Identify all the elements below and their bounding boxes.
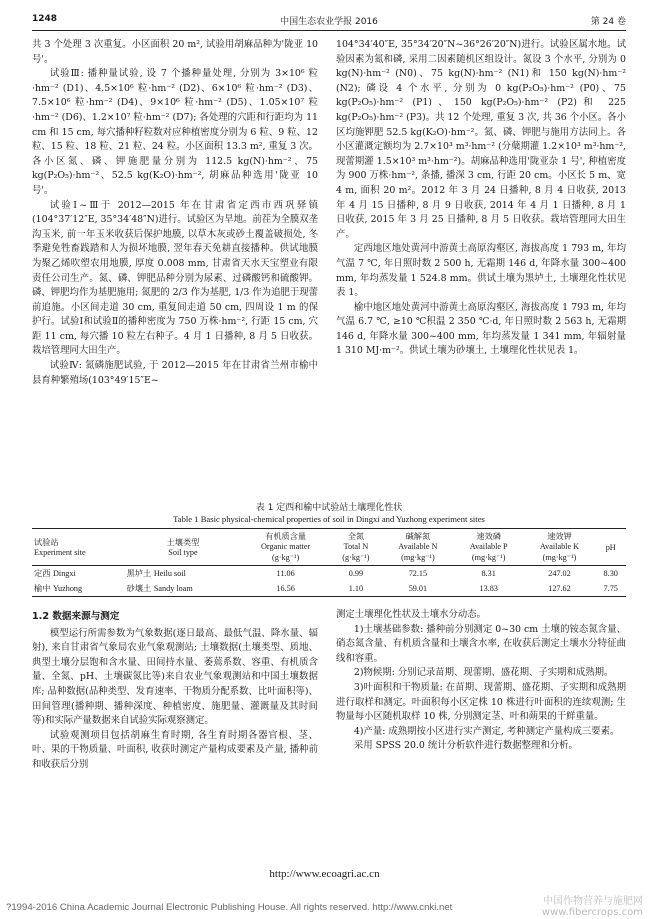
paragraph: 2)物候期: 分别记录苗期、现蕾期、盛花期、子实期和成熟期。	[353, 667, 614, 679]
paragraph: 榆中地区地处黄河中游黄土高原沟壑区, 海拔高度 1 793 m, 年均气温 6.7 ℃, ≥10 ℃积温 2 350 ℃·d, 年日照时数 2 563 h, 无霜期 146 d, 年降水量 300~400 mm, 年均蒸发量 1 341 mm, 年辐射量 1 310 MJ·m⁻²。供试土壤为砂壤土, 土壤理化性状见表 1。	[336, 301, 626, 357]
paragraph: 104°34′40″E, 35°34′20″N~36°26′20″N)进行。试验区属水地。试验因素为氮和磷, 采用二因素随机区组设计。氮设 3 个水平, 分别为 0 kg(N)·hm⁻² (N0)、75 kg(N)·hm⁻² (N1)和 150 kg(N)·hm⁻² (N2); 磷设 4 个水平, 分别为 0 kg(P₂O₅)·hm⁻² (P0)、75 kg(P₂O₅)·hm⁻² (P1)、150 kg(P₂O₅)·hm⁻² (P2)和 225 kg(P₂O₅)·hm⁻² (P3)。共 12 个处理, 重复 3 次, 共 36 个小区。各小区均施钾肥 52.5 kg(K₂O)·hm⁻²。氮、磷、钾肥与施用方法同上。各小区灌溉定额均为 2.7×10³ m³·hm⁻² (分蘖期灌 1.2×10³ m³·hm⁻², 现蕾期灌 1.5×10³ m³·hm⁻²)。胡麻品种选用'陇亚杂 1 号', 种植密度为 900 万株·hm⁻², 条播, 播深 3 cm, 行距 20 cm。小区长 5 m、宽 4 m, 面积 20 m²。2012 年 3 月 24 日播种, 8 月 4 日收获, 2013 年 4 月 15 日播种, 8 月 9 日收获, 2014 年 4 月 1 日播种, 8 月 1 日收获, 2015 年 3 月 25 日播种, 8 月 5 日收获。栽培管理同大田生产。	[336, 39, 626, 240]
cell-an: 59.01	[408, 584, 428, 593]
copyright-line: ?1994-2016 China Academic Journal Electronic Publishing House. All rights reserved. http://www.cnki.net	[6, 902, 453, 913]
volume-label: 第 24 卷	[590, 17, 626, 27]
cell-tn: 0.99	[348, 569, 364, 578]
header-rule	[32, 30, 626, 31]
header-available-p: 速效磷 Available P (mg·kg⁻¹)	[469, 531, 508, 562]
cell-soil: 黑垆土 Heilu soil	[126, 568, 186, 578]
page-number: 1248	[32, 14, 58, 24]
cell-ak: 247.02	[548, 569, 571, 578]
table-row	[32, 566, 626, 582]
table-caption-en: Table 1 Basic physical-chemical properties of soil in Dingxi and Yuzhong experiment sites	[173, 514, 485, 524]
paragraph: 1)土壤基础参数: 播种前分别测定 0~30 cm 土壤的铵态氮含量、硝态氮含量、有机质含量和土壤含水率, 在收获后测定土壤水分特征曲线和容重。	[336, 623, 626, 664]
paragraph: 模型运行所需参数为气象数据(逐日最高、最低气温、降水量、辐射), 来自甘肃省气象局农业气象观测站; 土壤数据(土壤类型、质地、典型土壤分层饱和含水量、田间持水量、萎蔫系数、容重、有机质含量、全氮、pH、土壤碳氮比等)来自农业气象观测站和中国土壤数据库; 品种数据(品种类型、发育速率、干物质分配系数、比叶面积等)、田间管理(播种期、播种深度、种植密度、施肥量、灌溉量及其时间等)和实际产量数据来自试验实际观察测定。	[32, 627, 318, 727]
cell-site: 定西 Dingxi	[34, 568, 76, 578]
left-column-top	[32, 38, 318, 388]
right-column-bottom	[336, 608, 626, 754]
section-heading: 1.2 数据来源与测定	[32, 611, 120, 622]
journal-title: 中国生态农业学报 2016	[280, 17, 378, 27]
page-header	[32, 4, 626, 30]
header-available-n: 碱解氮 Available N (mg·kg⁻¹)	[398, 531, 438, 562]
cell-ph: 8.30	[603, 569, 618, 578]
paragraph: 4)产量: 成熟期按小区进行实产测定, 考种测定产量构成三要素。	[353, 725, 620, 737]
paragraph: 共 3 个处理 3 次重复。小区面积 20 m², 试验用胡麻品种为'陇亚 10 号'。	[32, 39, 318, 65]
paragraph: 试验Ⅰ~Ⅲ于 2012—2015 年在甘肃省定西市西巩驿镇(104°37′12″E, 35°34′48″N)进行。试验区为旱地。前茬为全膜双垄沟玉米, 前一年玉米收获后保护地膜, 以草木灰或砂土覆盖破损处, 冬季避免牲畜践踏和人为损坏地膜, 翌年春天免耕直接播种。供试地膜为聚乙烯吹塑农用地膜, 厚度 0.008 mm, 甘肃省天水天宝塑业有限责任公司生产。氮、磷、钾肥品种分别为尿素、过磷酸钙和硫酸钾。磷、钾肥均作为基肥施用; 氮肥的 2/3 作为基肥, 1/3 作为追肥于现蕾前追施。小区间走道 30 cm, 重复间走道 50 cm, 四周设 1 m 的保护行。试验Ⅰ和试验Ⅱ的播种密度为 750 万株·hm⁻², 行距 15 cm, 穴距 11 cm, 每穴播 10 粒左右种子。4 月 1 日播种, 8 月 5 日收获。栽培管理同大田生产。	[32, 199, 318, 357]
cell-ap: 13.83	[479, 584, 498, 593]
cell-tn: 1.10	[348, 584, 364, 593]
paragraph: 试验Ⅳ: 氮磷施肥试验, 于 2012—2015 年在甘肃省兰州市榆中县育种繁殖场(103°49′15″E~	[32, 360, 318, 386]
paragraph: 定西地区地处黄河中游黄土高原沟壑区, 海拔高度 1 793 m, 年均气温 7 ℃, 年日照时数 2 500 h, 无霜期 146 d, 年降水量 300~400 mm, 年均蒸发量 1 524.8 mm。供试土壤为黑垆土, 土壤理化性状见表 1。	[336, 243, 626, 299]
cell-ak: 127.62	[548, 584, 571, 593]
header-site: 试验站 Experiment site	[34, 536, 86, 557]
paragraph: 采用 SPSS 20.0 统计分析软件进行数据整理和分析。	[353, 740, 578, 752]
watermark-url: www.fibercrops.com	[541, 907, 643, 918]
paragraph: 试验Ⅲ: 播种量试验, 设 7 个播种量处理, 分别为 3×10⁶ 粒·hm⁻² (D1)、4.5×10⁶ 粒·hm⁻² (D2)、6×10⁶ 粒·hm⁻² (D3)、7.5×10⁶ 粒·hm⁻² (D4)、9×10⁶ 粒·hm⁻² (D5)、1.05×10⁷ 粒·hm⁻² (D6)、1.2×10⁷ 粒·hm⁻² (D7); 各处理的穴距和行距均为 11 cm 和 15 cm, 每穴播种籽粒数对应种植密度分别为 6 粒、9 粒、12 粒、15 粒、18 粒、21 粒、24 粒。小区面积 13.3 m², 重复 3 次。各小区氮、磷、钾施肥量分别为 112.5 kg(N)·hm⁻²、75 kg(P₂O₅)·hm⁻²、52.5 kg(K₂O)·hm⁻², 胡麻品种选用'陇亚 10 号'。	[32, 68, 318, 196]
paragraph: 试验观测项目包括胡麻生育时期, 各生育时期各器官根、茎、叶、果的干物质量、叶面积, 收获时测定产量构成要素及产量, 播种前和收获后分别	[32, 729, 318, 770]
watermark-title: 中国作物营养与施肥网	[543, 896, 643, 907]
header-available-k: 速效钾 Available K (mg·kg⁻¹)	[539, 531, 580, 562]
header-soil-type: 土壤类型 Soil type	[166, 536, 200, 557]
cell-om: 16.56	[276, 584, 295, 593]
table-row	[32, 581, 626, 597]
table-caption-cn: 表 1 定西和榆中试验站土壤理化性状	[255, 503, 403, 513]
cell-ap: 8.31	[481, 569, 496, 578]
paragraph: 测定土壤理化性状及土壤水分动态。	[336, 609, 487, 620]
cell-ph: 7.75	[603, 584, 618, 593]
header-organic-matter: 有机质含量 Organic matter (g·kg⁻¹)	[261, 531, 311, 562]
cell-soil: 砂壤土 Sandy loam	[126, 583, 193, 593]
right-column-top	[336, 38, 626, 359]
cell-om: 11.06	[276, 569, 295, 578]
left-column-bottom	[32, 608, 318, 773]
cell-an: 72.15	[408, 569, 428, 578]
header-ph: pH	[605, 542, 616, 552]
paragraph: 3)叶面积和干物质量: 在苗期、现蕾期、盛花期、子实期和成熟期进行取样和测定。叶面积每小区定株 10 株进行叶面积的连续观测; 生物量每小区随机取样 10 株, 分别测定茎、叶和蒴果的干鲜重量。	[336, 681, 626, 723]
cell-site: 榆中 Yuzhong	[34, 583, 83, 593]
journal-url-link[interactable]: http://www.ecoagri.ac.cn	[269, 868, 380, 880]
site-watermark	[542, 896, 643, 918]
header-total-n: 全氮 Total N (g·kg⁻¹)	[342, 531, 370, 562]
table-header-row	[32, 529, 626, 566]
soil-properties-table	[32, 528, 626, 597]
